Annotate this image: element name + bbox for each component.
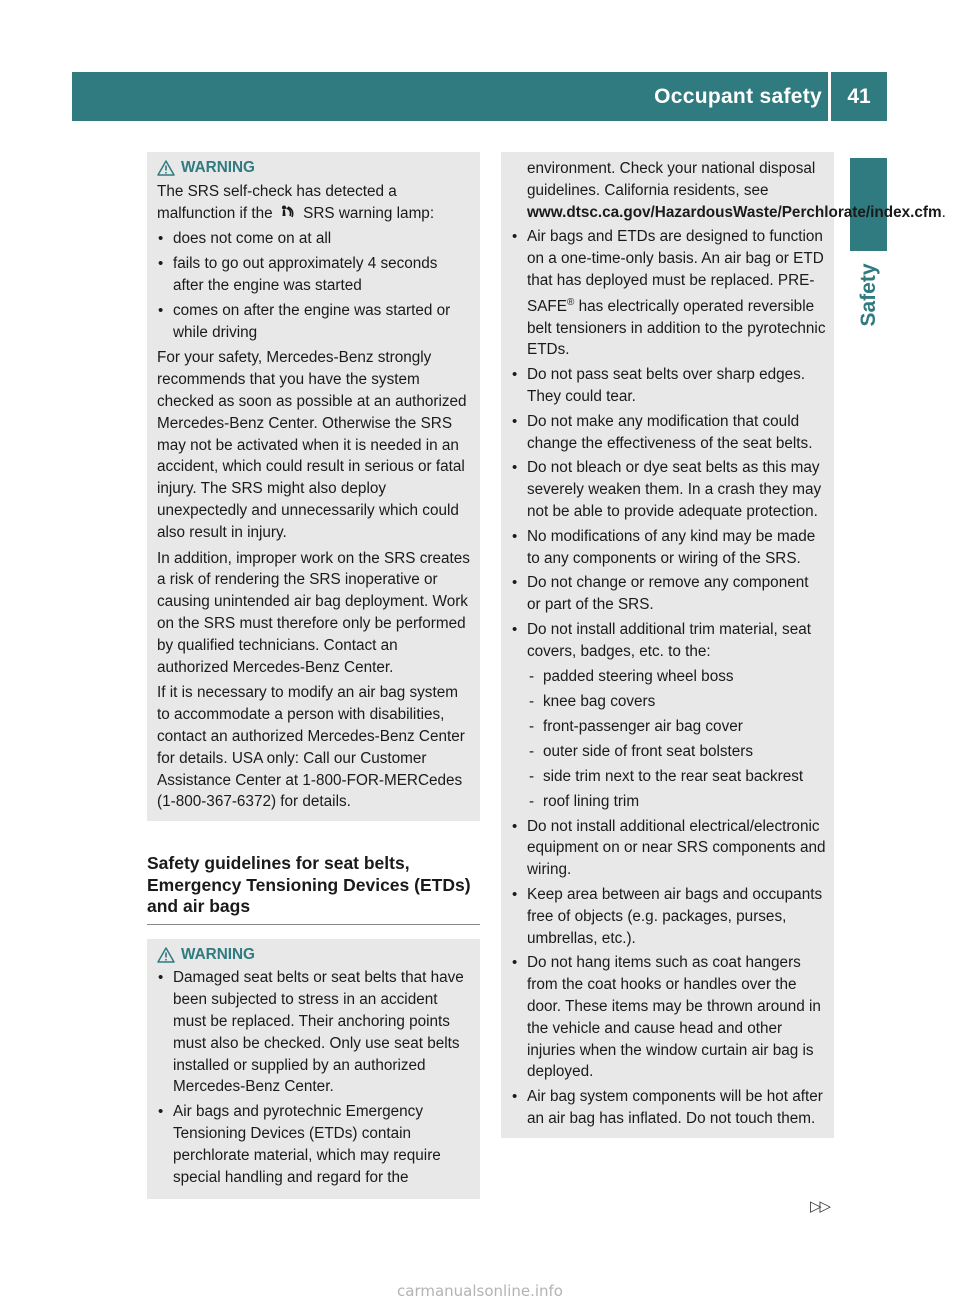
paragraph: In addition, improper work on the SRS creates a risk of rendering the SRS inoperative or causing unintended air bag deployment. Work on the SRS must therefore only be performed by qualified technicians. Contact an authorized Mercedes-Benz Center. [157,549,470,676]
warning-box-srs [147,152,480,821]
sub-list-item: - front-passenger air bag cover [527,716,826,738]
page-number: 41 [847,85,871,108]
list-item [511,619,826,813]
list-item [511,226,826,361]
section-title: Occupant safety [654,85,822,108]
sub-list-item: - outer side of front seat bolsters [527,741,826,763]
list-item: • Air bag system components will be hot after an air bag has inflated. Do not touch them. [511,1086,826,1130]
list-item-continued [511,158,946,223]
presafe-text-end: has electrically operated reversible belt tensioners in addition to the pyrotechnic ETDs. [527,297,826,359]
warning-heading [157,157,472,179]
srs-warning-lamp-icon [277,205,303,222]
warning-triangle-icon [157,160,175,176]
list-item: • Do not change or remove any component or part of the SRS. [511,572,826,616]
warning-heading [157,944,472,966]
list-item: • Do not bleach or dye seat belts as this may severely weaken them. In a crash they may not be able to provide adequate protection. [511,457,826,522]
warning-label: WARNING [181,159,255,176]
list-item: • No modifications of any kind may be made to any components or wiring of the SRS. [511,526,826,570]
trim-intro: Do not install additional trim material, seat covers, badges, etc. to the: [527,621,811,660]
sub-list-item: - side trim next to the rear seat backrest [527,766,826,788]
list-item: • fails to go out approximately 4 seconds after the engine was started [157,253,472,297]
sub-list-item: - roof lining trim [527,791,826,813]
warning-box-seat-belts [147,939,480,1200]
list-item: • Damaged seat belts or seat belts that have been subjected to stress in an accident must be replaced. Their anchoring points must also be checked. Only use seat belts installed or supplied by an authorized Mercedes-Benz Center. [157,967,472,1098]
watermark: carmanualsonline.info [397,1282,563,1300]
seat-belt-warning-list [157,967,472,1188]
list-item: • does not come on at all [157,228,472,250]
list-item: • Do not install additional electrical/electronic equipment on or near SRS components and wiring. [511,816,826,881]
list-item: • Keep area between air bags and occupants free of objects (e.g. packages, purses, umbrellas, etc.). [511,884,826,949]
list-item: • Do not pass seat belts over sharp edges. They could tear. [511,364,826,408]
warning-intro-text-end: SRS warning lamp: [303,204,435,222]
disposal-guidelines-link[interactable]: www.dtsc.ca.gov/HazardousWaste/Perchlorate/index.cfm [527,203,942,221]
trim-locations-list [527,666,826,813]
warning-label: WARNING [181,945,255,963]
sub-list-item: - knee bag covers [527,691,826,713]
list-item: • Air bags and pyrotechnic Emergency Tensioning Devices (ETDs) contain perchlorate material, which may require special handling and regard for the [157,1101,472,1188]
list-item: • Do not hang items such as coat hangers from the coat hooks or handles over the door. These items may be thrown around in the vehicle and cause head and other injuries when the window curtain air bag is deployed. [511,952,826,1083]
warning-triangle-icon [157,947,175,963]
sub-list-item: - padded steering wheel boss [527,666,826,688]
continuation-end: . [941,203,946,221]
list-item: • comes on after the engine was started or while driving [157,300,472,344]
chapter-tab [851,250,887,340]
registered-mark: ® [566,296,575,308]
page-header-bar [72,72,887,121]
srs-fault-list [157,228,472,343]
continued-arrow-icon: ▷▷ [810,1198,830,1215]
list-item: • Do not make any modification that could change the effectiveness of the seat belts. [511,411,826,455]
warning-intro-text: The SRS self-check has detected a malfunction if the [157,182,397,222]
left-column [147,152,480,1199]
warning-intro [157,181,472,225]
paragraph: If it is necessary to modify an air bag system to accommodate a person with disabilities, contact an authorized Mercedes-Benz Center for details. USA only: Call our Customer Assistance Center at 1-800-FOR-MERCedes (1-800-367-6372) for details. [157,684,465,811]
presafe-text: Air bags and ETDs are designed to function on a one-time-only basis. An air bag or ETD that has deployed must be replaced. PRE-SAFE [527,228,824,315]
section-heading: Safety guidelines for seat belts, Emergency Tensioning Devices (ETDs) and air bags [147,853,480,925]
paragraph: For your safety, Mercedes-Benz strongly recommends that you have the system checked as soon as possible at an authorized Mercedes-Benz Center. Otherwise the SRS may not be activated when it is needed in an accident, which could result in serious or fatal injury. The SRS might also deploy unexpectedly and unnecessarily which could also result in injury. [157,349,467,541]
continuation-text: environment. Check your national disposal guidelines. California residents, see [527,160,816,199]
chapter-tab-label: Safety [857,263,880,327]
